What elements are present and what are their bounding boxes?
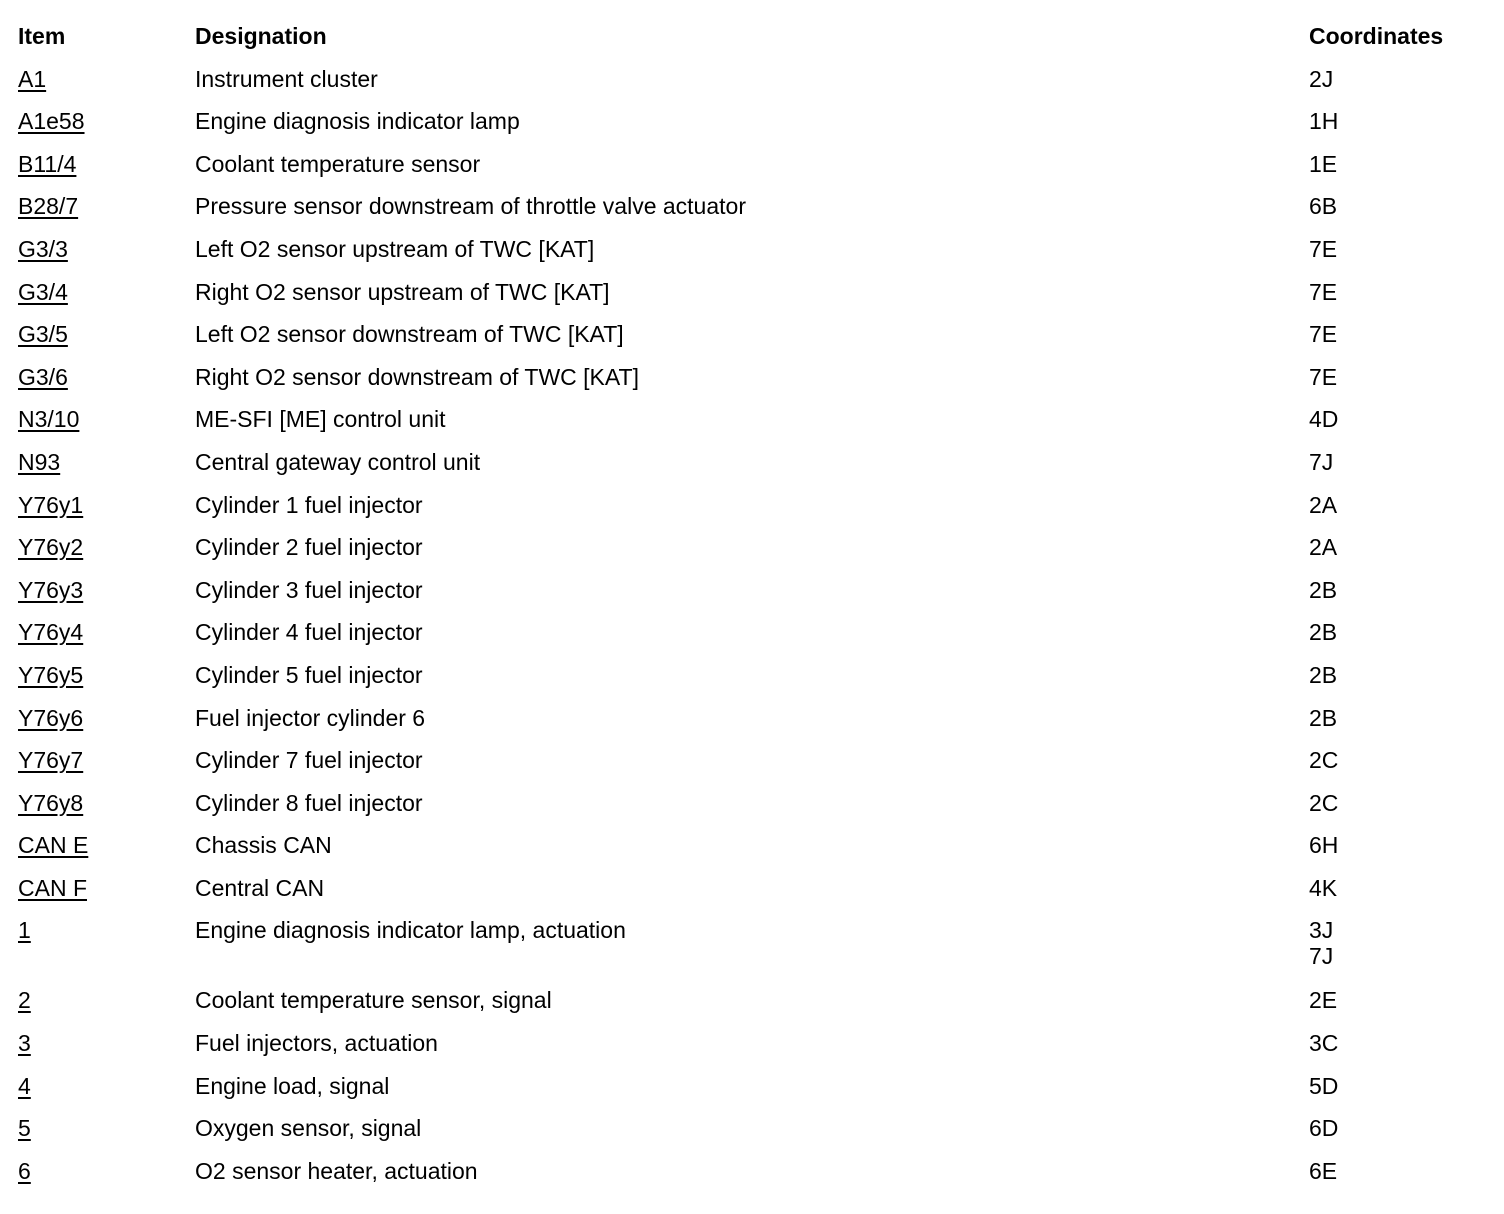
legend-table: [18, 20, 1488, 1197]
coordinate-value: 7E: [1309, 321, 1338, 348]
item-cell: [18, 914, 195, 946]
item-link[interactable]: Y76y4: [18, 619, 84, 646]
designation-cell: O2 sensor heater, actuation: [195, 1157, 478, 1184]
item-cell: [18, 659, 195, 691]
coordinate-value: 3C: [1309, 1030, 1339, 1057]
item-link[interactable]: 6: [18, 1157, 31, 1184]
designation-cell: Right O2 sensor upstream of TWC [KAT]: [195, 278, 610, 305]
item-cell: [18, 616, 195, 648]
table-row: [18, 318, 1488, 361]
designation-cell: Cylinder 7 fuel injector: [195, 747, 423, 774]
coordinates-cell: [1309, 574, 1488, 603]
designation-cell: Oxygen sensor, signal: [195, 1115, 422, 1142]
coordinate-value: 2B: [1309, 704, 1338, 731]
table-row: [18, 276, 1488, 319]
table-row: [18, 744, 1488, 787]
table-row: [18, 1112, 1488, 1155]
coordinate-value: 1E: [1309, 150, 1338, 177]
item-cell: [18, 787, 195, 819]
item-cell: [18, 276, 195, 308]
coordinate-value: 2E: [1309, 987, 1338, 1014]
table-row: [18, 702, 1488, 745]
item-cell: [18, 361, 195, 393]
item-cell: [18, 489, 195, 521]
coordinate-value: 6H: [1309, 832, 1339, 859]
coordinate-value: 1H: [1309, 108, 1339, 135]
coordinate-value: 5D: [1309, 1072, 1339, 1099]
table-row: [18, 659, 1488, 702]
item-link[interactable]: Y76y8: [18, 789, 84, 816]
coordinate-value: 7E: [1309, 278, 1338, 305]
coordinates-cell: [1309, 1112, 1488, 1141]
designation-cell: Cylinder 4 fuel injector: [195, 619, 423, 646]
item-cell: [18, 872, 195, 904]
coordinate-value: 2B: [1309, 619, 1338, 646]
header-item: Item: [18, 23, 66, 49]
table-row: [18, 63, 1488, 106]
table-body: [18, 63, 1488, 1198]
coordinates-cell: [1309, 63, 1488, 92]
coordinates-cell: [1309, 914, 1488, 969]
designation-cell: Cylinder 1 fuel injector: [195, 491, 423, 518]
item-link[interactable]: Y76y7: [18, 747, 84, 774]
coordinate-value: 2C: [1309, 789, 1339, 816]
item-cell: [18, 829, 195, 861]
item-cell: [18, 233, 195, 265]
designation-cell: Chassis CAN: [195, 832, 332, 859]
coordinates-cell: [1309, 787, 1488, 816]
coordinates-cell: [1309, 361, 1488, 390]
coordinates-cell: [1309, 1155, 1488, 1184]
table-row: [18, 403, 1488, 446]
coordinate-value: 7J: [1309, 448, 1334, 475]
coordinates-cell: [1309, 984, 1488, 1013]
coordinates-cell: [1309, 318, 1488, 347]
designation-cell: Coolant temperature sensor, signal: [195, 987, 552, 1014]
item-link[interactable]: G3/4: [18, 278, 68, 305]
item-cell: [18, 63, 195, 95]
coordinate-value: 7E: [1309, 363, 1338, 390]
table-row: [18, 446, 1488, 489]
designation-cell: Fuel injector cylinder 6: [195, 704, 426, 731]
coordinate-value: 2C: [1309, 747, 1339, 774]
designation-cell: Cylinder 5 fuel injector: [195, 661, 423, 688]
table-row: [18, 361, 1488, 404]
table-row: [18, 531, 1488, 574]
table-row: [18, 574, 1488, 617]
item-link[interactable]: B11/4: [18, 150, 77, 177]
item-link[interactable]: G3/3: [18, 235, 68, 262]
table-row: [18, 1070, 1488, 1113]
coordinate-value: 7E: [1309, 235, 1338, 262]
item-link[interactable]: 4: [18, 1072, 31, 1099]
designation-cell: Cylinder 2 fuel injector: [195, 534, 423, 561]
item-link[interactable]: 5: [18, 1115, 31, 1142]
item-link[interactable]: G3/5: [18, 321, 68, 348]
coordinates-cell: [1309, 489, 1488, 518]
coordinates-cell: [1309, 446, 1488, 475]
designation-cell: Engine diagnosis indicator lamp: [195, 108, 520, 135]
coordinate-value: 2J: [1309, 65, 1334, 92]
coordinates-cell: [1309, 105, 1488, 134]
coordinate-value: 3J: [1309, 917, 1334, 944]
coordinate-value: 2B: [1309, 576, 1338, 603]
item-cell: [18, 744, 195, 776]
item-link[interactable]: CAN E: [18, 832, 89, 859]
table-row: [18, 984, 1488, 1027]
coordinates-cell: [1309, 616, 1488, 645]
item-link[interactable]: A1e58: [18, 108, 85, 135]
item-cell: [18, 1155, 195, 1187]
designation-cell: Pressure sensor downstream of throttle valve actuator: [195, 193, 746, 220]
table-header: [18, 20, 1488, 63]
item-link[interactable]: B28/7: [18, 193, 79, 220]
item-cell: [18, 702, 195, 734]
table-row: [18, 233, 1488, 276]
table-row: [18, 1027, 1488, 1070]
coordinates-cell: [1309, 829, 1488, 858]
designation-cell: Fuel injectors, actuation: [195, 1030, 438, 1057]
designation-cell: Engine load, signal: [195, 1072, 390, 1099]
table-row: [18, 148, 1488, 191]
table-row: [18, 616, 1488, 659]
coordinates-cell: [1309, 190, 1488, 219]
item-link[interactable]: 1: [18, 917, 31, 944]
coordinate-value: 2A: [1309, 534, 1338, 561]
item-link[interactable]: 3: [18, 1030, 31, 1057]
item-link[interactable]: Y76y1: [18, 491, 84, 518]
item-link[interactable]: G3/6: [18, 363, 68, 390]
coordinates-cell: [1309, 1070, 1488, 1099]
table-row: [18, 872, 1488, 915]
coordinates-cell: [1309, 531, 1488, 560]
item-link[interactable]: Y76y3: [18, 576, 84, 603]
designation-cell: Coolant temperature sensor: [195, 150, 481, 177]
coordinate-value: 2B: [1309, 661, 1338, 688]
item-link[interactable]: Y76y6: [18, 704, 84, 731]
coordinate-value: 2A: [1309, 491, 1338, 518]
item-cell: [18, 1070, 195, 1102]
item-cell: [18, 984, 195, 1016]
coordinates-cell: [1309, 148, 1488, 177]
coordinates-cell: [1309, 872, 1488, 901]
designation-cell: Central CAN: [195, 874, 325, 901]
item-cell: [18, 148, 195, 180]
coordinates-cell: [1309, 403, 1488, 432]
item-link[interactable]: N3/10: [18, 406, 80, 433]
item-cell: [18, 403, 195, 435]
coordinate-value: 4D: [1309, 406, 1339, 433]
item-cell: [18, 105, 195, 137]
item-link[interactable]: Y76y2: [18, 534, 84, 561]
coordinates-cell: [1309, 276, 1488, 305]
header-coordinates: Coordinates: [1309, 23, 1444, 49]
table-row: [18, 489, 1488, 532]
item-cell: [18, 574, 195, 606]
designation-cell: Left O2 sensor upstream of TWC [KAT]: [195, 235, 595, 262]
coordinate-value: 7J: [1309, 943, 1334, 970]
designation-cell: Central gateway control unit: [195, 448, 481, 475]
table-row: [18, 105, 1488, 148]
designation-cell: Instrument cluster: [195, 65, 378, 92]
coordinate-value: 6E: [1309, 1157, 1338, 1184]
designation-cell: Engine diagnosis indicator lamp, actuation: [195, 917, 626, 944]
item-cell: [18, 190, 195, 222]
coordinates-cell: [1309, 659, 1488, 688]
designation-cell: ME-SFI [ME] control unit: [195, 406, 446, 433]
item-link[interactable]: 2: [18, 987, 31, 1014]
designation-cell: Right O2 sensor downstream of TWC [KAT]: [195, 363, 639, 390]
coordinate-value: 4K: [1309, 874, 1338, 901]
coordinates-cell: [1309, 702, 1488, 731]
designation-cell: Cylinder 3 fuel injector: [195, 576, 423, 603]
table-row: [18, 190, 1488, 233]
item-link[interactable]: CAN F: [18, 874, 87, 901]
coordinates-cell: [1309, 233, 1488, 262]
item-link[interactable]: A1: [18, 65, 47, 92]
table-row: [18, 914, 1488, 984]
coordinates-cell: [1309, 744, 1488, 773]
item-cell: [18, 1027, 195, 1059]
designation-cell: Left O2 sensor downstream of TWC [KAT]: [195, 321, 624, 348]
item-cell: [18, 1112, 195, 1144]
coordinate-value: 6B: [1309, 193, 1338, 220]
item-cell: [18, 318, 195, 350]
item-link[interactable]: N93: [18, 448, 61, 475]
table-row: [18, 829, 1488, 872]
item-link[interactable]: Y76y5: [18, 661, 84, 688]
item-cell: [18, 446, 195, 478]
item-cell: [18, 531, 195, 563]
table-row: [18, 787, 1488, 830]
header-designation: Designation: [195, 23, 327, 49]
designation-cell: Cylinder 8 fuel injector: [195, 789, 423, 816]
coordinate-value: 6D: [1309, 1115, 1339, 1142]
coordinates-cell: [1309, 1027, 1488, 1056]
table-row: [18, 1155, 1488, 1198]
